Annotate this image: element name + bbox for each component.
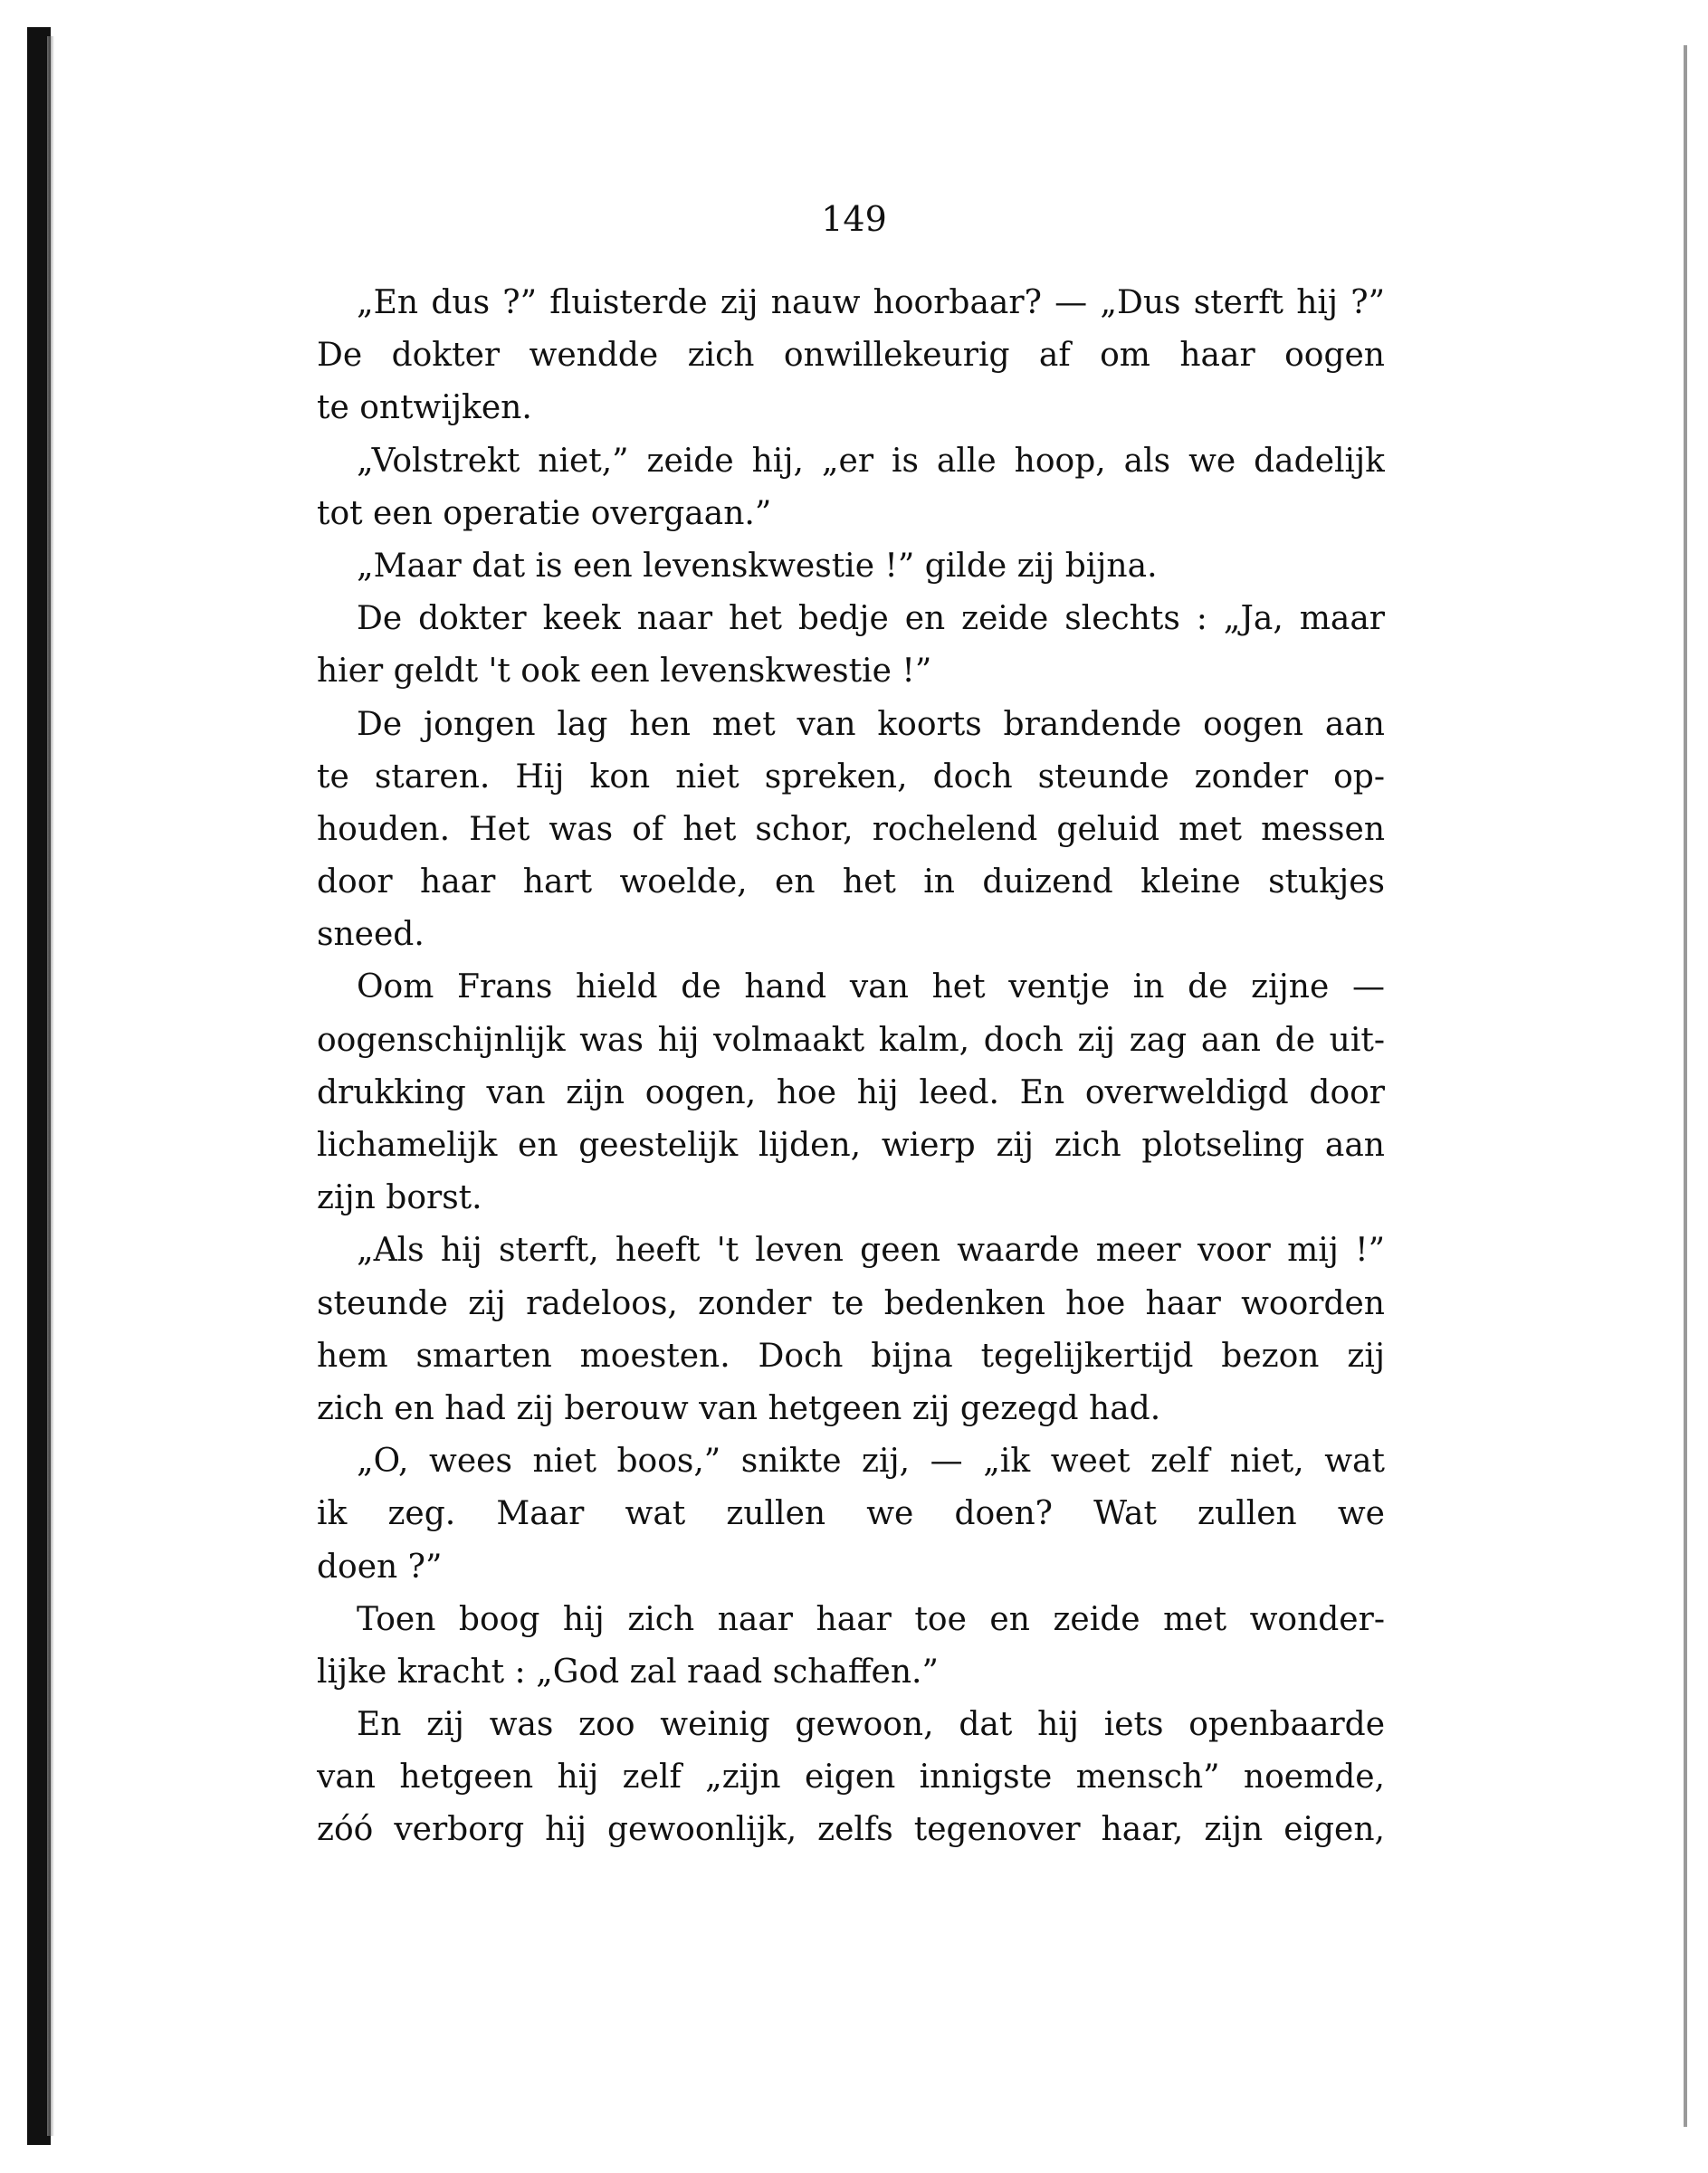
text-line: De dokter keek naar het bedje en zeide slechts : „Ja, maar — [357, 600, 1385, 638]
text-line: houden. Het was of het schor, rochelend geluid met messen — [317, 810, 1385, 848]
text-line: door haar hart woelde, en het in duizend kleine stukjes — [317, 863, 1385, 901]
scan-page-edge — [1684, 45, 1687, 2127]
text-line: ik zeg. Maar wat zullen we doen? Wat zullen we — [317, 1495, 1385, 1533]
text-line: zijn borst. — [317, 1179, 482, 1217]
text-line: „Maar dat is een levenskwestie !” gilde zij bijna. — [357, 547, 1158, 585]
body-text — [317, 277, 1385, 1857]
text-line: Oom Frans hield de hand van het ventje in de zijne — — [357, 968, 1385, 1006]
text-line: hier geldt 't ook een levenskwestie !” — [317, 653, 932, 691]
text-line: De dokter wendde zich onwillekeurig af om haar oogen — [317, 337, 1385, 375]
text-line: sneed. — [317, 916, 425, 954]
text-line: Toen boog hij zich naar haar toe en zeide met wonder- — [357, 1600, 1385, 1638]
text-line: zich en had zij berouw van hetgeen zij gezegd had. — [317, 1389, 1161, 1427]
page-number: 149 — [821, 199, 887, 239]
text-line: doen ?” — [317, 1548, 443, 1586]
text-line: te ontwijken. — [317, 389, 532, 427]
text-line: „Als hij sterft, heeft 't leven geen waarde meer voor mij !” — [357, 1232, 1385, 1270]
text-line: zóó verborg hij gewoonlijk, zelfs tegenover haar, zijn eigen, — [317, 1811, 1385, 1849]
scan-binding-shadow — [47, 36, 54, 2136]
text-line: te staren. Hij kon niet spreken, doch steunde zonder op- — [317, 758, 1385, 796]
text-line: lichamelijk en geestelijk lijden, wierp zij zich plotseling aan — [317, 1127, 1385, 1164]
text-line: „En dus ?” fluisterde zij nauw hoorbaar? — „Dus sterft hij ?” — [357, 284, 1385, 321]
text-line: drukking van zijn oogen, hoe hij leed. En overweldigd door — [317, 1073, 1385, 1111]
text-line: oogenschijnlijk was hij volmaakt kalm, doch zij zag aan de uit- — [317, 1021, 1385, 1059]
text-line: tot een operatie overgaan.” — [317, 494, 772, 532]
text-line: „O, wees niet boos,” snikte zij, — „ik weet zelf niet, wat — [357, 1443, 1385, 1481]
text-line: steunde zij radeloos, zonder te bedenken hoe haar woorden — [317, 1284, 1385, 1322]
text-line: En zij was zoo weinig gewoon, dat hij iets openbaarde — [357, 1706, 1385, 1744]
text-line: lijke kracht : „God zal raad schaffen.” — [317, 1653, 939, 1691]
text-line: De jongen lag hen met van koorts brandende oogen aan — [357, 705, 1385, 743]
text-line: „Volstrekt niet,” zeide hij, „er is alle hoop, als we dadelijk — [357, 442, 1385, 480]
text-line: hem smarten moesten. Doch bijna tegelijkertijd bezon zij — [317, 1337, 1385, 1375]
text-line: van hetgeen hij zelf „zijn eigen innigste mensch” noemde, — [317, 1758, 1385, 1797]
